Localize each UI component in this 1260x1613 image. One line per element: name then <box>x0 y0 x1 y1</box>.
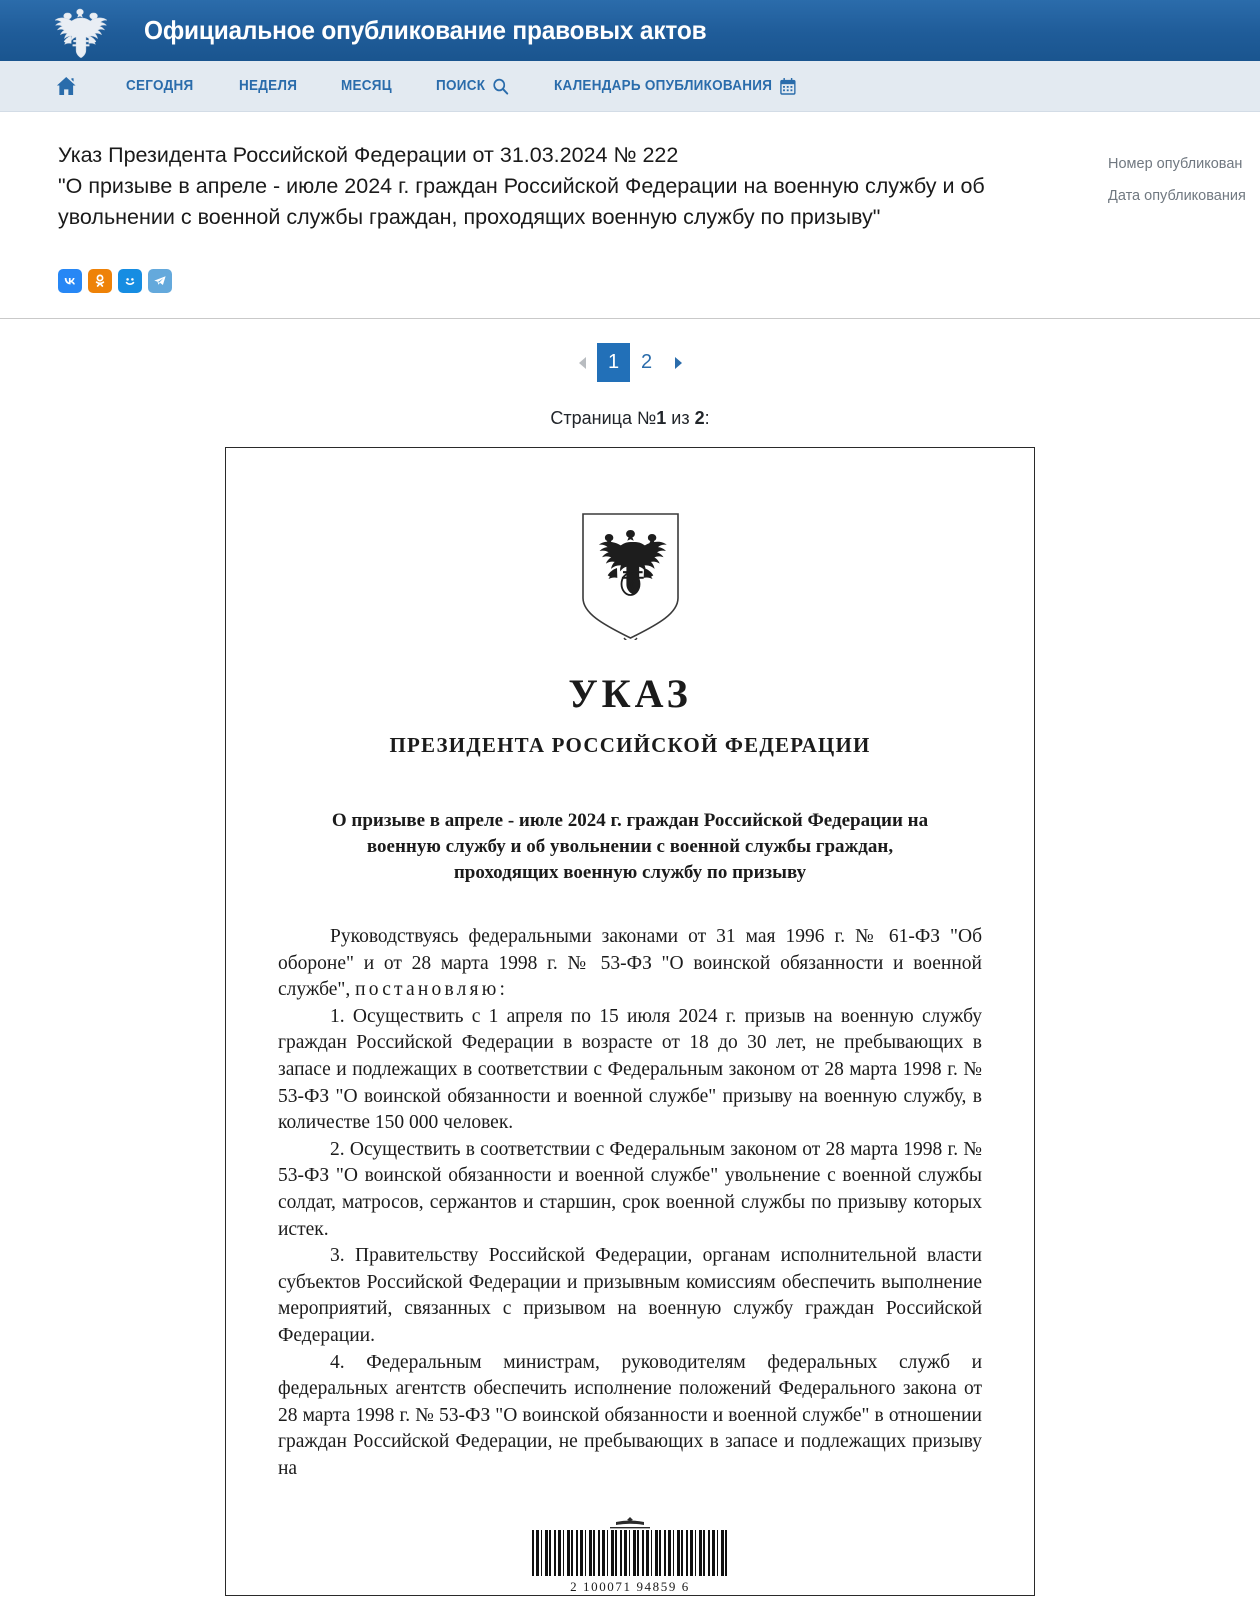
page-counter-total: 2 <box>694 408 705 428</box>
document-paragraph-3: 3. Правительству Российской Федерации, органам исполнительной власти субъектов Российской Федерации и призывным комиссиям обеспечить выполнение мероприятий, связанных с призывом на военную службу граждан Российской Федерации. <box>278 1245 982 1346</box>
document-paragraph-4: 4. Федеральным министрам, руководителям федеральных служб и федеральных агентств обеспечить исполнение положений Федерального закона от 28 марта 1998 г. № 53-ФЗ "О воинской обязанности и военной службе" в отношении граждан Российской Федерации, не пребывающих в запасе и подлежащих призыву на <box>278 1351 982 1479</box>
nav-item-label: ПОИСК <box>435 78 486 94</box>
calendar-icon <box>780 78 796 95</box>
pagination-page-2[interactable]: 2 <box>640 351 653 373</box>
document-paragraph-preamble <box>278 924 982 1004</box>
nav-item-label: СЕГОДНЯ <box>126 78 194 94</box>
document-body <box>278 924 982 1482</box>
preamble-text: Руководствуясь федеральными законами от 31 мая 1996 г. № 61-ФЗ "Об обороне" и от 28 марта 1998 г. № 53-ФЗ "О воинской обязанности и военной службе", <box>278 926 982 1001</box>
barcode-bars <box>532 1530 728 1576</box>
act-title-line-2: "О призыве в апреле - июле 2024 г. граждан Российской Федерации на военную службу и об увольнении с военной службы граждан, проходящих военную службу по призыву" <box>58 174 985 229</box>
social-share-bar <box>0 233 1260 293</box>
nav-item-week[interactable] <box>239 78 297 94</box>
document-coat-of-arms-icon <box>278 512 982 640</box>
nav-item-month[interactable] <box>341 78 392 94</box>
share-vk-icon[interactable] <box>58 269 82 293</box>
act-header-section <box>0 112 1260 319</box>
pagination-prev-button[interactable] <box>567 343 597 382</box>
triangle-left-icon <box>577 356 588 370</box>
page-counter <box>0 408 1260 429</box>
page-counter-suffix: : <box>704 408 710 428</box>
pagination-page-1[interactable]: 1 <box>597 343 630 382</box>
barcode-number: 2 100071 94859 6 <box>570 1579 690 1595</box>
document-subheading: ПРЕЗИДЕНТА РОССИЙСКОЙ ФЕДЕРАЦИИ <box>389 733 871 757</box>
triangle-right-icon <box>673 356 684 370</box>
nav-item-label: НЕДЕЛЯ <box>238 78 297 94</box>
barcode-emblem-mark <box>608 1516 652 1529</box>
nav-item-label: МЕСЯЦ <box>341 78 393 94</box>
pagination-next-button[interactable] <box>663 343 693 382</box>
nav-item-search[interactable] <box>436 78 508 95</box>
nav-item-label: КАЛЕНДАРЬ ОПУБЛИКОВАНИЯ <box>553 78 773 94</box>
preamble-decree-word: постановляю <box>355 979 500 1001</box>
section-divider <box>0 318 1260 319</box>
share-ok-icon[interactable] <box>88 269 112 293</box>
document-paragraph-1: 1. Осуществить с 1 апреля по 15 июля 2024 г. призыв на военную службу граждан Российской Федерации в возрасте от 18 до 30 лет, не пребывающих в запасе и подлежащих в соответствии с Федеральным законом от 28 марта 1998 г. № 53-ФЗ "О воинской обязанности и военной службе" призыву на военную службу, в количестве 150 000 человек. <box>278 1005 982 1134</box>
site-header <box>0 0 1260 61</box>
main-nav <box>0 61 1260 112</box>
document-subject: О призыве в апреле - июле 2024 г. граждан Российской Федерации на военную службу и об увольнении с военной службы граждан, проходящих военную службу по призыву <box>331 810 929 883</box>
nav-item-publication-calendar[interactable] <box>554 78 796 95</box>
document-heading: УКАЗ <box>568 671 692 716</box>
act-meta-block <box>1108 140 1260 212</box>
act-title-block <box>58 140 1080 233</box>
home-icon <box>56 76 76 96</box>
nav-item-home[interactable] <box>56 76 76 96</box>
nav-item-today[interactable] <box>126 78 194 94</box>
meta-label-number: Номер опубликован <box>1108 156 1243 172</box>
page-counter-middle: из <box>666 408 695 428</box>
russian-coat-of-arms-icon <box>44 2 116 60</box>
site-title: Официальное опубликование правовых актов <box>144 15 707 45</box>
preamble-colon: : <box>499 979 505 1001</box>
search-icon <box>493 78 509 95</box>
page-counter-prefix: Страница № <box>550 408 657 428</box>
pagination <box>0 343 1260 382</box>
document-barcode <box>278 1516 982 1595</box>
page-counter-current: 1 <box>656 408 667 428</box>
share-telegram-icon[interactable] <box>148 269 172 293</box>
document-page[interactable] <box>225 447 1035 1596</box>
share-moimir-icon[interactable] <box>118 269 142 293</box>
act-title-line-1: Указ Президента Российской Федерации от 31.03.2024 № 222 <box>58 143 679 167</box>
meta-label-date: Дата опубликования <box>1108 188 1246 204</box>
document-viewer <box>0 447 1260 1613</box>
document-paragraph-2: 2. Осуществить в соответствии с Федеральным законом от 28 марта 1998 г. № 53-ФЗ "О воинской обязанности и военной службе" увольнение с военной службы солдат, матросов, сержантов и старшин, срок военной службы по призыву которых истек. <box>278 1138 982 1240</box>
